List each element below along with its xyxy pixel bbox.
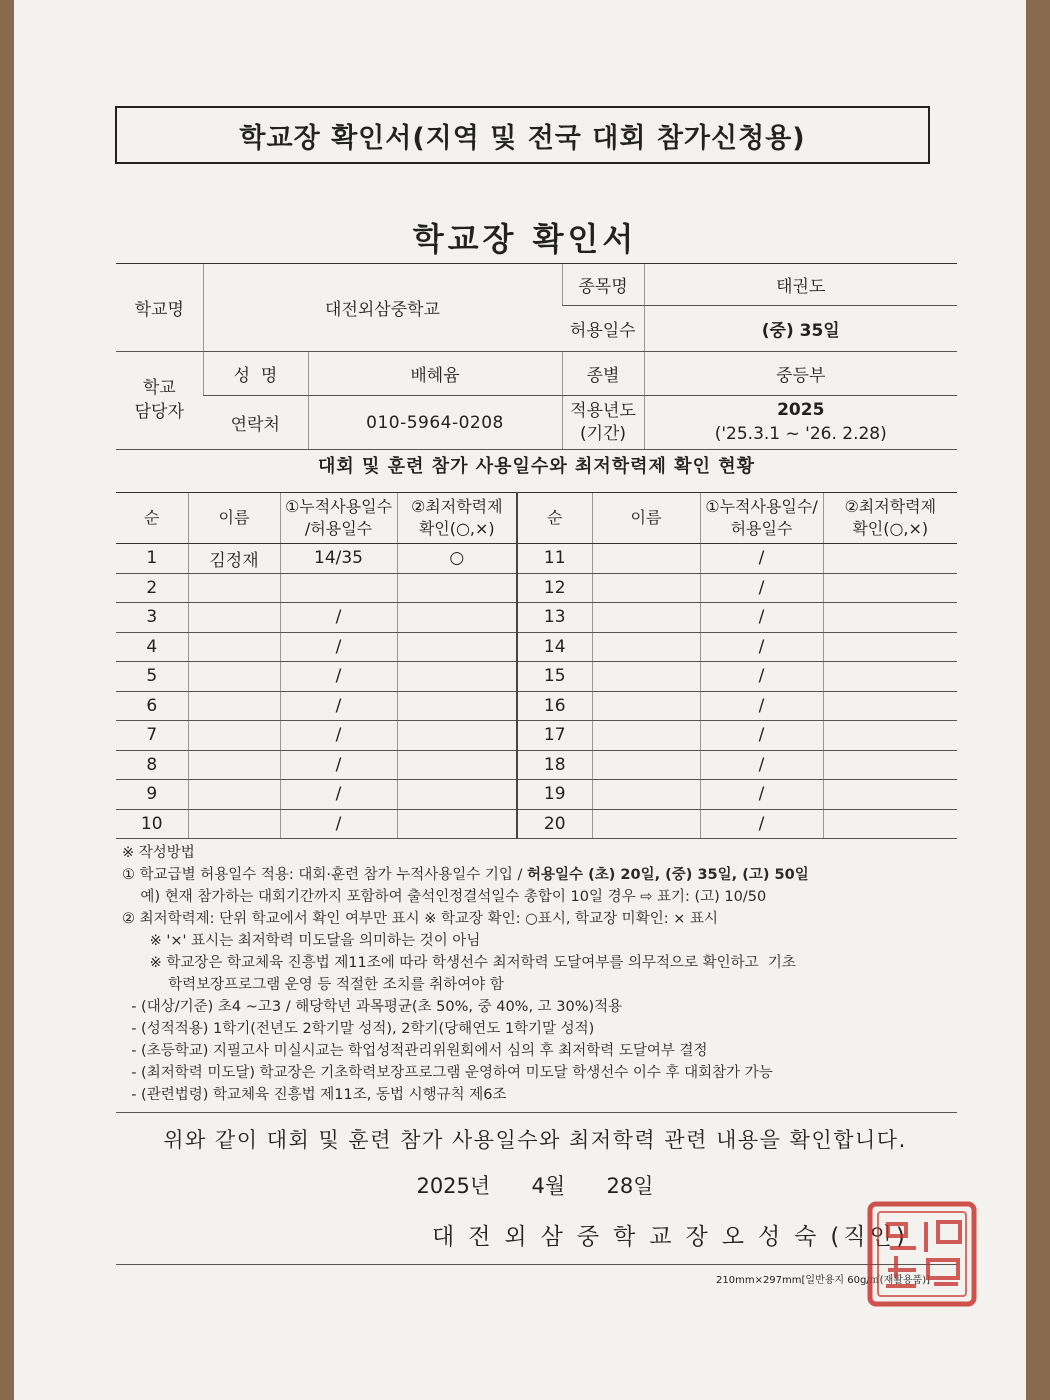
roster-row <box>116 721 957 751</box>
cell-no: 16 <box>517 691 592 721</box>
cell-no: 19 <box>517 780 592 810</box>
note-line: ※ 학교장은 학교체육 진흥법 제11조에 따라 학생선수 최저학력 도달여부를 의무적으로 확인하고 기초 <box>122 955 796 971</box>
cell-name <box>592 573 700 603</box>
roster-row <box>116 573 957 603</box>
cell-no: 11 <box>517 544 592 574</box>
divider-line <box>116 1112 957 1113</box>
confirmation-statement: 위와 같이 대회 및 훈련 참가 사용일수와 최저학력 관련 내용을 확인합니다. <box>163 1128 907 1152</box>
school-info-table <box>116 263 957 450</box>
writing-instructions <box>122 842 962 1106</box>
cell-no: 12 <box>517 573 592 603</box>
cell-min-academic <box>823 573 957 603</box>
cell-used-days: / <box>280 662 397 692</box>
principal-signature <box>432 1218 909 1251</box>
cell-min-academic <box>823 544 957 574</box>
cell-min-academic <box>397 632 517 662</box>
note-line: - (최저학력 미도달) 학교장은 기초학력보장프로그램 운영하여 미도달 학생선수 이수 후 대회참가 가능 <box>122 1065 773 1081</box>
allowed-days-value: (중) 35일 <box>644 306 957 352</box>
cell-name <box>592 809 700 839</box>
paper-spec-footer: 210mm×297mm[일반용지 60g/㎡(재활용품)] <box>716 1275 931 1286</box>
cell-used-days: / <box>700 809 823 839</box>
year-value-cell <box>644 396 957 450</box>
section-title: 대회 및 훈련 참가 사용일수와 최저학력제 확인 현황 <box>317 456 755 477</box>
header-box-title: 학교장 확인서(지역 및 전국 대회 참가신청용) <box>115 106 930 164</box>
cell-name <box>188 573 280 603</box>
cell-min-academic <box>397 691 517 721</box>
note-line: - (관련법령) 학교체육 진흥법 제11조, 동법 시행규칙 제6조 <box>122 1087 507 1103</box>
col-header-no: 순 <box>116 493 188 544</box>
cell-no: 18 <box>517 750 592 780</box>
cell-name <box>592 691 700 721</box>
cell-used-days: / <box>700 632 823 662</box>
cell-no: 20 <box>517 809 592 839</box>
cell-no: 5 <box>116 662 188 692</box>
cell-used-days <box>280 573 397 603</box>
col-header-name-2: 이름 <box>592 493 700 544</box>
name-label: 성 명 <box>203 352 308 396</box>
cell-no: 6 <box>116 691 188 721</box>
cell-min-academic <box>823 809 957 839</box>
cell-name <box>592 632 700 662</box>
contact-label: 연락처 <box>203 396 308 450</box>
roster-row <box>116 632 957 662</box>
allowed-days-label: 허용일수 <box>562 306 644 352</box>
cell-name <box>188 721 280 751</box>
cell-used-days: / <box>280 750 397 780</box>
roster-row <box>116 662 957 692</box>
cell-no: 13 <box>517 603 592 633</box>
cell-used-days: / <box>280 780 397 810</box>
note-line: 예) 현재 참가하는 대회기간까지 포함하여 출석인정결석일수 총합이 10일 경우 ⇨ 표기: (고) 10/50 <box>122 889 767 905</box>
cell-used-days: / <box>280 809 397 839</box>
cell-min-academic <box>823 780 957 810</box>
cell-used-days: / <box>700 691 823 721</box>
cell-name <box>592 721 700 751</box>
signer-name: 대전외삼중학교장오성숙 <box>432 1224 831 1250</box>
roster-row <box>116 780 957 810</box>
note-line: - (초등학교) 지필고사 미실시교는 학업성적관리위원회에서 심의 후 최저학력 도달여부 결정 <box>122 1043 708 1059</box>
sport-label: 종목명 <box>562 264 644 306</box>
col-header-min-academic-2: ②최저학력제 확인(○,×) <box>823 493 957 544</box>
cell-no: 14 <box>517 632 592 662</box>
cell-min-academic <box>397 780 517 810</box>
cell-name <box>188 603 280 633</box>
col-header-used-days: ①누적사용일수 /허용일수 <box>280 493 397 544</box>
cell-no: 9 <box>116 780 188 810</box>
cell-name <box>592 750 700 780</box>
notes-heading: ※ 작성방법 <box>122 845 195 861</box>
note-line: 학력보장프로그램 운영 등 적절한 조치를 취하여야 함 <box>122 977 504 993</box>
note-line <box>122 864 962 886</box>
cell-no: 1 <box>116 544 188 574</box>
period-value: ('25.3.1 ~ '26. 2.28) <box>714 423 887 444</box>
cell-used-days: / <box>700 603 823 633</box>
cell-min-academic <box>397 662 517 692</box>
school-seal-stamp <box>866 1200 978 1308</box>
cell-used-days: / <box>280 632 397 662</box>
issue-date: 2025년 4월 28일 <box>416 1174 654 1198</box>
cell-min-academic <box>823 662 957 692</box>
sport-value: 태권도 <box>644 264 957 306</box>
note-line: ※ '×' 표시는 최저학력 미도달을 의미하는 것이 아님 <box>122 933 481 949</box>
cell-min-academic: ○ <box>397 544 517 574</box>
cell-no: 8 <box>116 750 188 780</box>
roster-header-row <box>116 493 957 544</box>
roster-row <box>116 809 957 839</box>
cell-min-academic <box>823 603 957 633</box>
cell-no: 10 <box>116 809 188 839</box>
cell-min-academic <box>397 721 517 751</box>
cell-no: 17 <box>517 721 592 751</box>
col-header-used-days-2: ①누적사용일수/ 허용일수 <box>700 493 823 544</box>
cell-name <box>188 691 280 721</box>
cell-min-academic <box>823 721 957 751</box>
cell-min-academic <box>397 809 517 839</box>
cell-min-academic <box>823 632 957 662</box>
cell-min-academic <box>397 750 517 780</box>
note-line: - (대상/기준) 초4 ~고3 / 해당학년 과목평균(초 50%, 중 40%, 고 30%)적용 <box>122 999 623 1015</box>
cell-name <box>592 603 700 633</box>
name-value: 배혜윰 <box>308 352 562 396</box>
cell-used-days: / <box>700 750 823 780</box>
cell-min-academic <box>397 603 517 633</box>
year-value: 2025 <box>777 399 825 420</box>
note-text: ① 학교급별 허용일수 적용: 대회·훈련 참가 누적사용일수 기입 / <box>122 867 528 883</box>
official-seal-mark: (직인) <box>830 1224 909 1250</box>
cell-name <box>188 809 280 839</box>
cell-name: 김정재 <box>188 544 280 574</box>
cell-name <box>188 750 280 780</box>
col-header-min-academic: ②최저학력제 확인(○,×) <box>397 493 517 544</box>
cell-name <box>592 544 700 574</box>
cell-used-days: / <box>700 544 823 574</box>
cell-min-academic <box>823 750 957 780</box>
col-header-no-2: 순 <box>517 493 592 544</box>
usage-roster-table <box>116 492 957 839</box>
cell-used-days: / <box>280 691 397 721</box>
cell-no: 2 <box>116 573 188 603</box>
roster-row <box>116 691 957 721</box>
school-name: 대전외삼중학교 <box>203 264 562 352</box>
cell-used-days: / <box>700 721 823 751</box>
cell-min-academic <box>397 573 517 603</box>
note-line: ② 최저학력제: 단위 학교에서 확인 여부만 표시 ※ 학교장 확인: ○표시, 학교장 미확인: × 표시 <box>122 911 718 927</box>
division-value: 중등부 <box>644 352 957 396</box>
roster-row <box>116 603 957 633</box>
cell-no: 15 <box>517 662 592 692</box>
cell-name <box>188 662 280 692</box>
cell-no: 4 <box>116 632 188 662</box>
cell-min-academic <box>823 691 957 721</box>
cell-used-days: / <box>700 780 823 810</box>
cell-name <box>592 780 700 810</box>
cell-name <box>592 662 700 692</box>
cell-no: 3 <box>116 603 188 633</box>
roster-row <box>116 544 957 574</box>
note-text-bold: 허용일수 (초) 20일, (중) 35일, (고) 50일 <box>527 867 809 883</box>
cell-used-days: / <box>280 603 397 633</box>
cell-used-days: / <box>700 662 823 692</box>
cell-no: 7 <box>116 721 188 751</box>
school-label: 학교명 <box>116 264 203 352</box>
document-title: 학교장 확인서 <box>412 220 638 258</box>
note-line: - (성적적용) 1학기(전년도 2학기말 성적), 2학기(당해연도 1학기말 성적) <box>122 1021 595 1037</box>
manager-label: 학교 담당자 <box>116 352 203 450</box>
cell-name <box>188 780 280 810</box>
col-header-name: 이름 <box>188 493 280 544</box>
division-label: 종별 <box>562 352 644 396</box>
roster-row <box>116 750 957 780</box>
cell-used-days: 14/35 <box>280 544 397 574</box>
cell-used-days: / <box>700 573 823 603</box>
year-label: 적용년도 (기간) <box>562 396 644 450</box>
cell-name <box>188 632 280 662</box>
footer-divider <box>116 1264 957 1265</box>
contact-value: 010-5964-0208 <box>308 396 562 450</box>
cell-used-days: / <box>280 721 397 751</box>
